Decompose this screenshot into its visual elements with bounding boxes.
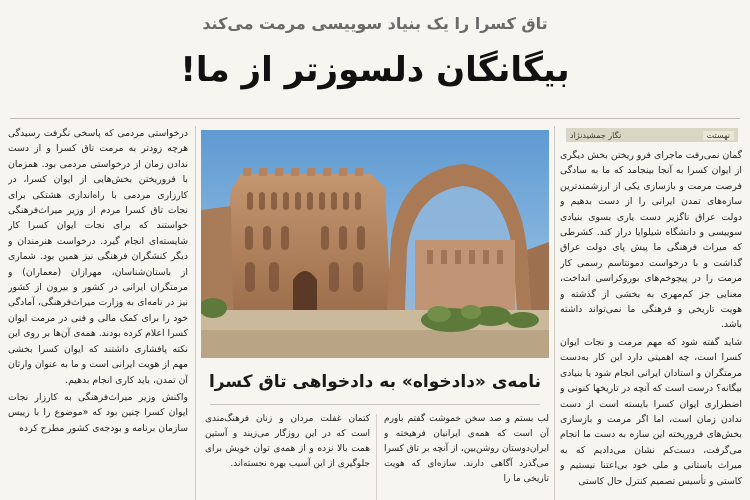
header-divider: [10, 118, 740, 119]
sidebar-title: نامه‌ی «دادخواه» به دادخواهی تاق کسرا: [208, 372, 542, 392]
paragraph: شاید گفته شود که مهم مرمت و نجات ایوان کسرا است، چه اهمیتی دارد این کار به‌دست مرمتگران و استادان ایرانی انجام شود یا بنیادی بیگانه؟ درست است که آنچه در تاریخها کنونی و اضطراری ایوان کسرا بایسته است از دست ندادن زمان است، اما اگر مرمت و بازسازی بخش‌های فروریخته این سازه به دست ما انجام می‌گرفت، دست‌کم نشان می‌دادیم که به میراث باستانی و ملی خود بی‌اعتنا نیستیم و کاستی و تأسیس تصمیم کنترل حال کاستی: [560, 336, 742, 487]
article-subhead: تاق کسرا را یک بنیاد سوییسی مرمت می‌کند: [202, 14, 548, 33]
taq-kasra-photo: [201, 130, 549, 358]
paragraph: گمان نمی‌رفت ماجرای فرو ریختن بخش دیگری از ایوان کسرا به آنجا بینجامد که ما به سادگی فرصت مرمت و بازسازی یکی از ارزشمندترین سازه‌های تمدن ایرانی را از دست بدهیم و دولت عراق ناگزیر دست یاری بسوی بنیادی سوییسی و دانشگاه شیلوایا دراز کند. کشرطی که میراث فرهنگی ما پیش پای دولت عراق گذاشت و با درخواست دمونتاسم رسمی کار مرمت را در پیچوخم‌های بوروکراسی انداخت، معنایی جز کم‌مهری به بخشی از گذشته و هویت تاریخی و فرهنگی ما نمی‌تواند داشته باشد.: [560, 150, 742, 331]
byline-bar: [566, 128, 738, 142]
sidebar-column-divider: [376, 414, 377, 500]
byline-tag: نهستت: [703, 131, 734, 140]
sidebar-divider: [210, 404, 540, 405]
article-column-left: [8, 126, 188, 500]
column-divider: [195, 126, 196, 500]
paragraph: درخواستی مردمی که پاسخی نگرفت رسیدگی هرچه زودتر به مرمت تاق کسرا و از دست ندادن زمان از درخواستی مردمی بود. همزمان با فروریختن بخش‌هایی از ایوان کسرا، در کارزاری مردمی با راه‌اندازی هشتکی برای نجات تاق کسرا مردم از وزیر میراث‌فرهنگی خواستند که برای نجات ایوان کسرا کار شایسته‌ای انجام گیرد. درخواست هنرمندان و دیگر کنشگران فرهنگی نیز همین بود. شماری از باستان‌شناسان، مهرازان (معماران) و مرمتگران ایرانی در کشور و بیرون از کشور نیز در نامه‌ای به وزارت میراث‌فرهنگی، آمادگی خود را برای کمک مالی و فنی در مرمت ایوان کسرا اعلام کرده بودند. همه‌ی آن‌ها بر روی این نکته پافشاری داشتند که ایوان کسرا بخشی مهم از هویت ایرانی است و ما به عنوان وارثان آن تمدن، باید کاری انجام بدهیم.: [8, 128, 188, 386]
paragraph: واکنش وزیر میراث‌فرهنگی به کارزار نجات ایوان کسرا چنین بود که «موضوع را با رییس سازمان برنامه و بودجه‌ی کشور مطرح کرده: [8, 391, 188, 434]
sidebar-column-right: لب بستم و صد سخن خموشت گفتم باورم آن است که همه‌ی ایرانیان فرهیخته و ایران‌دوستان روشن‌بین، از آنچه بر تاق کسرا می‌گذرد آگاهی دارند. سازه‌ای که هویت تاریخی ما را: [384, 414, 549, 484]
article-column-right: [560, 148, 742, 500]
column-divider: [554, 126, 555, 500]
article-headline: بیگانگان دلسوزتر از ما!: [180, 50, 570, 90]
sidebar-column-left: کتمان غفلت مردان و زنان فرهنگ‌مندی است که در این روزگار می‌زیند و آستین همت بالا نزده و از همه‌ی توان خویش برای جلوگیری از این آسیب بهره نجسته‌اند.: [205, 414, 370, 469]
byline-author: نگار جمشیدنژاد: [570, 130, 622, 140]
